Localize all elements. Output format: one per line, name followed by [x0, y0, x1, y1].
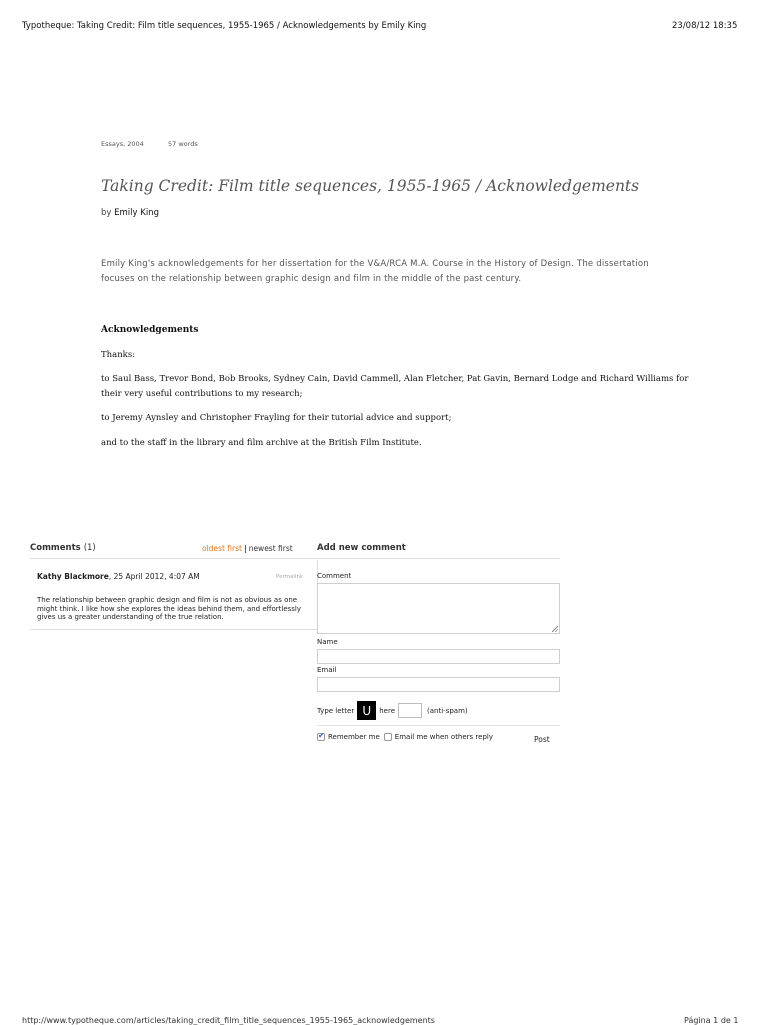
comments-heading [30, 543, 96, 553]
permalink-link[interactable]: Permalink [276, 574, 304, 580]
sort-oldest-link[interactable]: oldest first [202, 544, 242, 553]
body-paragraph: to Jeremy Aynsley and Christopher Frayling for their tutorial advice and support; [101, 413, 452, 423]
sort-separator: | [243, 544, 247, 553]
name-input[interactable] [317, 649, 560, 664]
body-paragraph: to Saul Bass, Trevor Bond, Bob Brooks, Sydney Cain, David Cammell, Alan Fletcher, Pat Gavin, Bernard Lodge and Richard Williams for their very useful contributions to my research; [101, 374, 689, 399]
spam-prefix: Type letter [317, 706, 355, 715]
spam-suffix: (anti-spam) [427, 706, 468, 715]
name-label: Name [317, 638, 338, 646]
byline-prefix: by [101, 208, 112, 218]
email-reply-label: Email me when others reply [394, 733, 493, 741]
add-comment-heading: Add new comment [317, 543, 406, 553]
divider [30, 558, 318, 559]
comment-author-line [37, 572, 200, 581]
email-input[interactable] [317, 677, 560, 692]
author-link[interactable]: Emily King [114, 208, 159, 218]
comment-date: , 25 April 2012, 4:07 AM [108, 572, 200, 581]
article-intro: Emily King's acknowledgements for her dissertation for the V&A/RCA M.A. Course in the History of Design. The dissertation focuses on the relationship between graphic design and film in the middle of the past century. [101, 259, 649, 284]
anti-spam-input[interactable] [398, 703, 422, 718]
comments-heading-label: Comments [30, 543, 81, 553]
comment-sort [202, 544, 293, 553]
divider [317, 558, 560, 559]
anti-spam-row [317, 701, 468, 720]
remember-me-label: Remember me [328, 733, 380, 741]
page-number: Página 1 de 1 [684, 1016, 739, 1025]
body-paragraph: Thanks: [101, 350, 136, 360]
acknowledgements-heading: Acknowledgements [101, 325, 199, 335]
article-title: Taking Credit: Film title sequences, 1955-1965 / Acknowledgements [101, 177, 640, 195]
divider [30, 629, 318, 630]
email-label: Email [317, 666, 337, 674]
spam-letter: U [357, 701, 376, 720]
comment-textarea[interactable] [317, 583, 560, 634]
body-paragraph: and to the staff in the library and film archive at the British Film Institute. [101, 438, 422, 448]
form-options [317, 733, 493, 741]
comments-count: (1) [83, 543, 96, 553]
remember-me-checkbox[interactable] [317, 733, 325, 741]
byline [101, 208, 159, 218]
comment-author: Kathy Blackmore [37, 572, 109, 581]
email-reply-checkbox[interactable] [384, 733, 392, 741]
divider [317, 725, 560, 726]
comment-label: Comment [317, 572, 352, 580]
article-word-count: 57 words [168, 140, 198, 148]
comment-text: The relationship between graphic design and film is not as obvious as one might think. I like how she explores the ideas behind them, and effortlessly gives us a greater understanding of the true relation. [37, 596, 302, 622]
post-button[interactable]: Post [534, 735, 550, 744]
article-category[interactable]: Essays, 2004 [101, 140, 144, 148]
print-datetime: 23/08/12 18:35 [672, 21, 738, 31]
spam-mid: here [379, 706, 396, 715]
page-url: http://www.typotheque.com/articles/taking_credit_film_title_sequences_1955-1965_acknowledgements [22, 1016, 435, 1025]
document-title: Typotheque: Taking Credit: Film title sequences, 1955-1965 / Acknowledgements by Emily King [22, 21, 427, 31]
sort-newest-link[interactable]: newest first [248, 544, 293, 553]
resize-grip-icon[interactable] [552, 626, 558, 632]
